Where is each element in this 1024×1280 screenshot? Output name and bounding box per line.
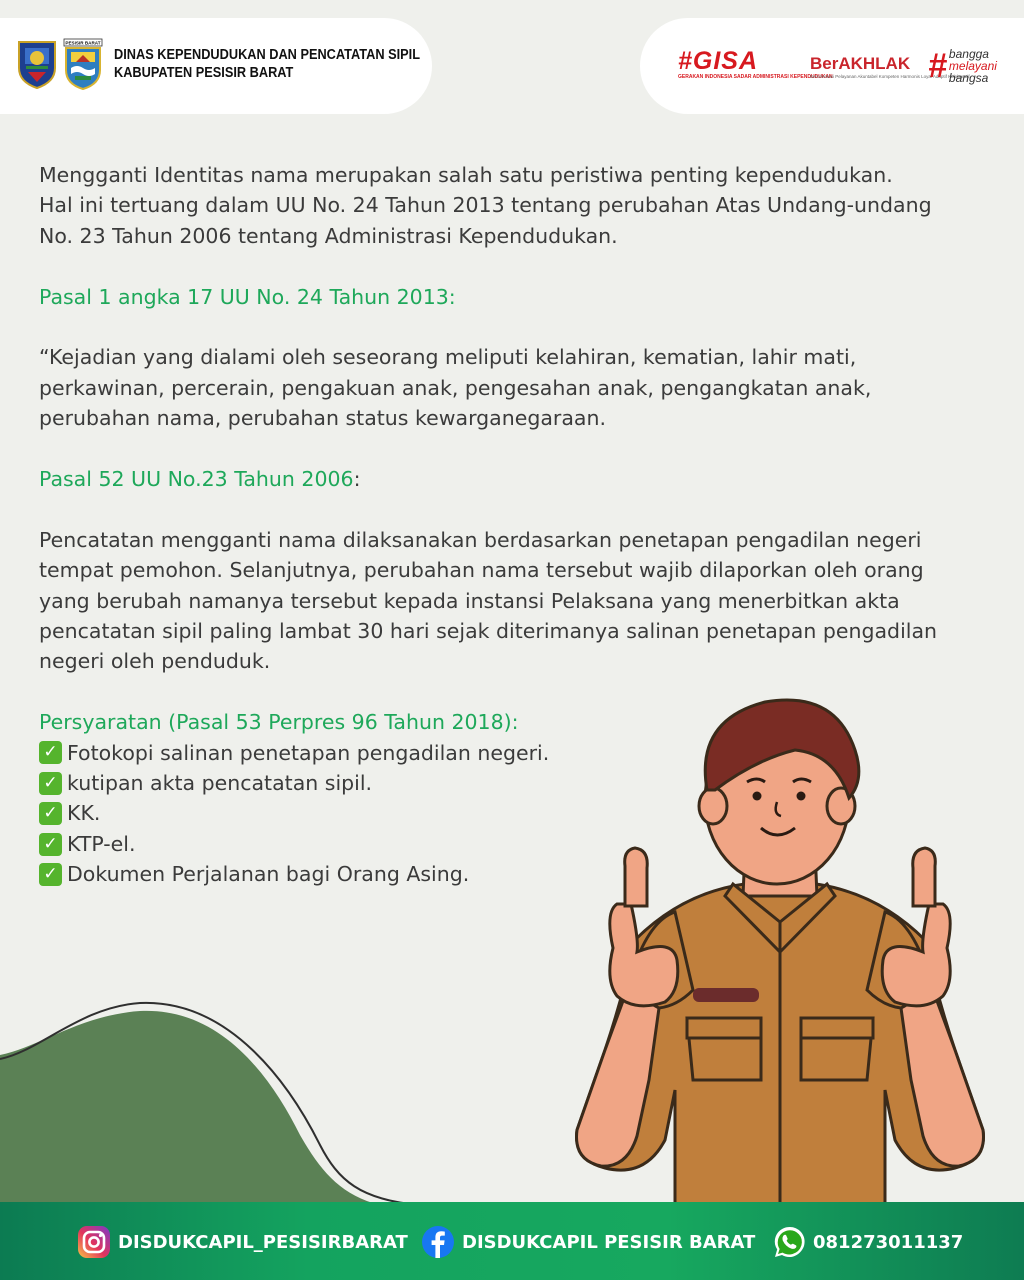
contact-footer <box>0 1202 1024 1280</box>
pasal52-line-4: pencatatan sipil paling lambat 30 hari sejak diterimanya salinan penetapan pengadilan <box>39 619 938 644</box>
check-mark-icon: ✓ <box>39 833 62 856</box>
requirement-item <box>39 768 979 798</box>
facebook-contact[interactable] <box>420 1224 755 1260</box>
bangga-melayani-bangsa-logo <box>928 48 997 84</box>
org-name-line1: DINAS KEPENDUDUKAN DAN PENCATATAN SIPIL <box>114 47 421 63</box>
berakhlak-logo <box>810 54 970 79</box>
requirement-label: kutipan akta pencatatan sipil. <box>67 771 373 796</box>
pasal1-heading: Pasal 1 angka 17 UU No. 24 Tahun 2013: <box>39 284 456 309</box>
requirement-label: Fotokopi salinan penetapan pengadilan negeri. <box>67 740 550 765</box>
bangga-words <box>949 48 997 84</box>
pasal52-line-5: negeri oleh penduduk. <box>39 649 271 674</box>
pasal52-heading-row <box>39 464 979 494</box>
pasal52-colon: : <box>353 467 361 492</box>
check-mark-icon: ✓ <box>39 863 62 886</box>
org-name <box>114 46 420 82</box>
requirement-item <box>39 859 979 889</box>
check-mark-icon: ✓ <box>39 741 62 764</box>
whatsapp-number: 081273011137 <box>813 1231 964 1253</box>
header-org-card <box>0 18 432 114</box>
requirement-label: KTP-el. <box>67 831 136 856</box>
instagram-handle: DISDUKCAPIL_PESISIRBARAT <box>118 1231 408 1253</box>
intro-line-2: Hal ini tertuang dalam UU No. 24 Tahun 2013 tentang perubahan Atas Undang-undang <box>39 193 932 218</box>
emblem-label: PESISIR BARAT <box>65 40 101 46</box>
check-mark-icon: ✓ <box>39 802 62 825</box>
pasal1-line-2: perkawinan, percerain, pengakuan anak, pengesahan anak, pengangkatan anak, <box>39 375 872 400</box>
bangga-line1: bangga <box>948 47 989 61</box>
requirement-label: Dokumen Perjalanan bagi Orang Asing. <box>67 862 470 887</box>
green-hill-decoration <box>0 995 430 1205</box>
pasal52-heading: Pasal 52 UU No.23 Tahun 2006 <box>39 467 354 492</box>
instagram-contact[interactable] <box>76 1224 408 1260</box>
gisa-logo <box>678 47 833 80</box>
gisa-title: #GISA <box>678 47 759 75</box>
bangga-hash: # <box>928 47 947 85</box>
facebook-handle: DISDUKCAPIL PESISIR BARAT <box>462 1231 756 1253</box>
pasal52-line-3: yang berubah namanya tersebut kepada instansi Pelaksana yang menerbitkan akta <box>39 588 900 613</box>
header-logos-card <box>640 18 1024 114</box>
check-mark-icon: ✓ <box>39 772 62 795</box>
pasal1-line-3: perubahan nama, perubahan status kewarganegaraan. <box>39 406 606 431</box>
requirement-label: KK. <box>67 801 101 826</box>
instagram-icon <box>76 1224 112 1260</box>
facebook-icon <box>420 1224 456 1260</box>
org-name-line2: KABUPATEN PESISIR BARAT <box>114 65 294 81</box>
intro-line-3: No. 23 Tahun 2006 tentang Administrasi Kependudukan. <box>39 223 618 248</box>
berakhlak-subtitle: Berorientasi Pelayanan Akuntabel Kompeten Harmonis Loyal Adaptif Kolaboratif <box>810 74 970 79</box>
intro-line-1: Mengganti Identitas nama merupakan salah satu peristiwa penting kependudukan. <box>39 163 893 187</box>
pesisir-barat-emblem-icon <box>62 38 104 90</box>
whatsapp-icon <box>771 1224 807 1260</box>
pasal52-line-1: Pencatatan mengganti nama dilaksanakan berdasarkan penetapan pengadilan negeri <box>39 527 922 552</box>
main-content <box>39 160 979 890</box>
requirement-item <box>39 829 979 859</box>
requirements-heading: Persyaratan (Pasal 53 Perpres 96 Tahun 2018): <box>39 710 519 735</box>
pasal52-line-2: tempat pemohon. Selanjutnya, perubahan nama tersebut wajib dilaporkan oleh orang <box>39 558 924 583</box>
bangga-line3: bangsa <box>948 71 989 85</box>
requirement-item <box>39 738 979 768</box>
whatsapp-contact[interactable] <box>771 1224 963 1260</box>
pasal1-line-1: “Kejadian yang dialami oleh seseorang meliputi kelahiran, kematian, lahir mati, <box>39 345 857 370</box>
requirement-item <box>39 798 979 828</box>
berakhlak-title: BerAKHLAK <box>810 54 911 73</box>
bangga-line2: melayani <box>948 59 997 73</box>
gisa-subtitle: GERAKAN INDONESIA SADAR ADMINISTRASI KEPENDUDUKAN <box>678 74 833 80</box>
kemendagri-emblem-icon <box>16 38 58 90</box>
